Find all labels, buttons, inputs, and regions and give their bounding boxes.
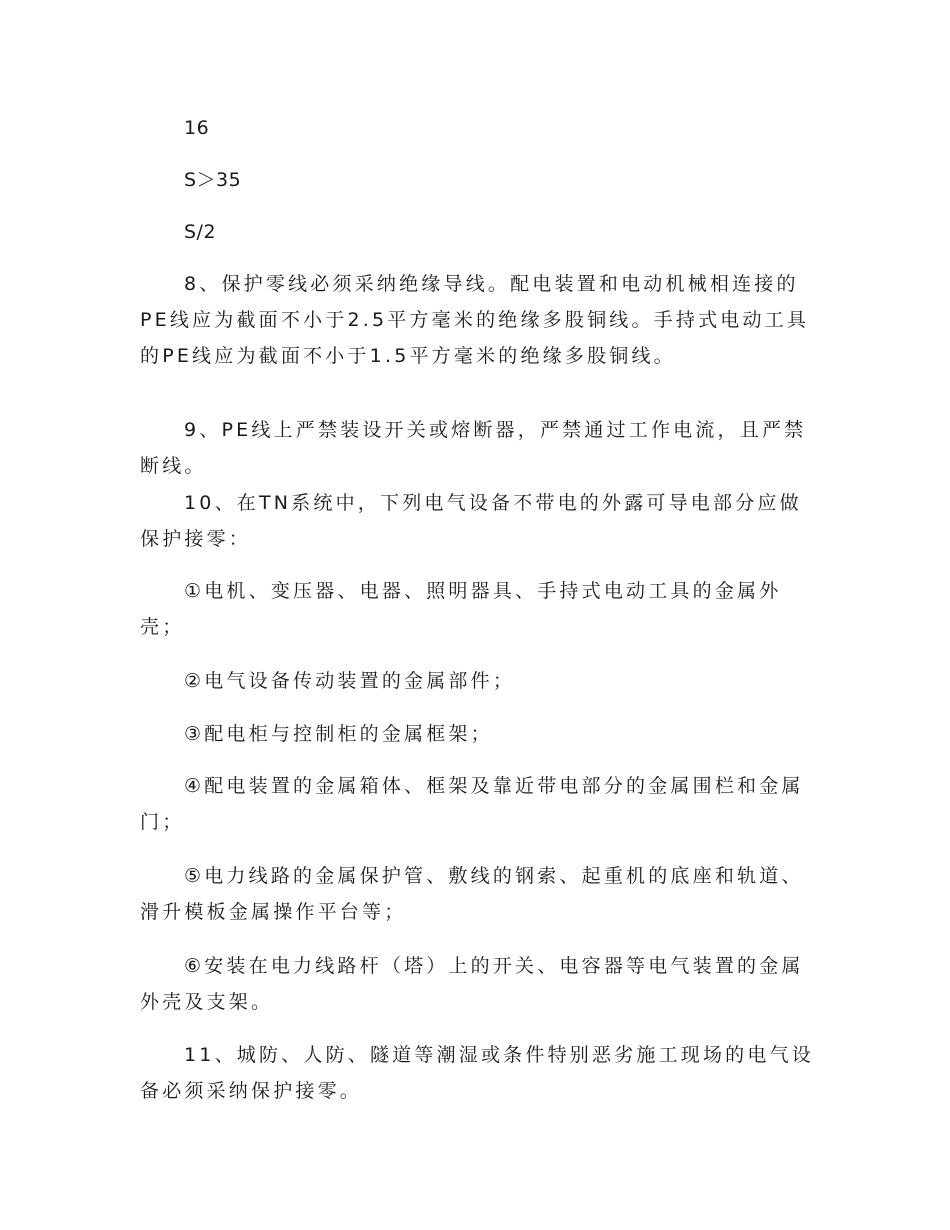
paragraph-8: 8、保护零线必须采纳绝缘导线。配电装置和电动机械相连接的PE线应为截面不小于2.5平方毫米的绝缘多股铜线。手持式电动工具的PE线应为截面不小于1.5平方毫米的绝缘多股铜线。 — [140, 273, 810, 367]
list-item-5: ⑤电力线路的金属保护管、敷线的钢索、起重机的底座和轨道、滑升模板金属操作平台等； — [140, 865, 804, 923]
list-item-2: ②电气设备传动装置的金属部件； — [184, 670, 516, 692]
table-value-s-over-2: S/2 — [184, 221, 217, 243]
paragraph-9: 9、PE线上严禁装设开关或熔断器，严禁通过工作电流，且严禁断线。 — [140, 419, 807, 477]
list-item-1: ①电机、变压器、电器、照明器具、手持式电动工具的金属外壳； — [140, 580, 782, 638]
list-item-3: ③配电柜与控制柜的金属框架； — [184, 723, 493, 745]
list-item-6: ⑥安装在电力线路杆（塔）上的开关、电容器等电气装置的金属外壳及支架。 — [140, 955, 804, 1013]
paragraph-11: 11、城防、人防、隧道等潮湿或条件特别恶劣施工现场的电气设备必须采纳保护接零。 — [140, 1044, 814, 1102]
table-value-s-gt-35: S＞35 — [184, 169, 242, 191]
paragraph-10: 10、在TN系统中，下列电气设备不带电的外露可导电部分应做保护接零： — [140, 492, 802, 550]
table-value-16: 16 — [184, 117, 210, 139]
list-item-4: ④配电装置的金属箱体、框架及靠近带电部分的金属围栏和金属门； — [140, 775, 804, 833]
